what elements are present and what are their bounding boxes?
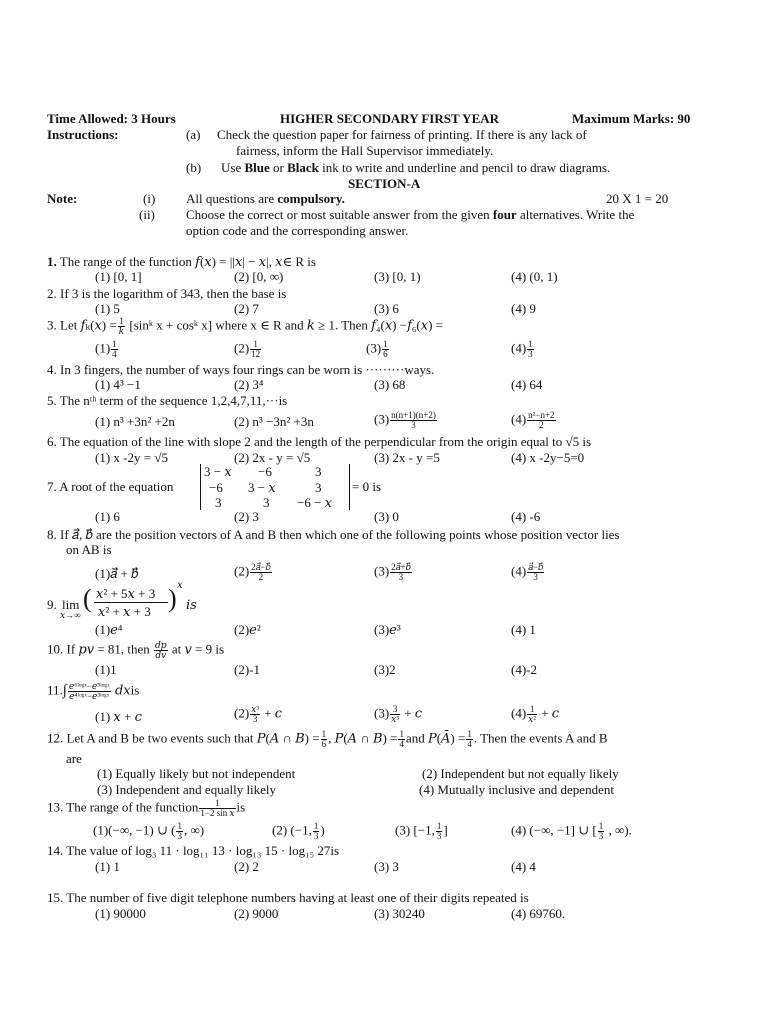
q4-option-2: (2) 3⁴ bbox=[234, 377, 264, 392]
matrix-cell: 3 bbox=[263, 495, 270, 510]
note-ii-label: (ii) bbox=[139, 207, 155, 222]
q5-option-3: (3) $\frac{n(n+1)(n+2)}{3}$ bbox=[374, 410, 436, 430]
question-8-line2: on AB is bbox=[66, 542, 112, 557]
limit-exponent: 𝑥 bbox=[177, 580, 183, 591]
question-4: 4. In 3 fingers, the number of ways four rings can be worn is ·········ways. bbox=[47, 362, 435, 377]
determinant-matrix bbox=[200, 464, 350, 510]
question-10: 10. If 𝑝𝑣 = 81, then $\frac{\text{𝑑𝑝}}{\text{𝑑𝑣}}$ at 𝑣 = 9 is bbox=[47, 640, 225, 660]
note-label: Note: bbox=[47, 191, 78, 206]
note-ii-line1: Choose the correct or most suitable answer from the given four alternatives. Write the bbox=[186, 207, 635, 222]
q12-option-1: (1) Equally likely but not independent bbox=[97, 766, 296, 781]
q2-option-3: (3) 6 bbox=[374, 301, 399, 316]
instruction-a-line1: Check the question paper for fairness of printing. If there is any lack of bbox=[217, 127, 587, 142]
q4-option-3: (3) 68 bbox=[374, 377, 406, 392]
q11-option-3: (3) $\frac{3}{\text{𝑥³}}$ + 𝑐 bbox=[374, 704, 423, 724]
question-2: 2. If 3 is the logarithm of 343, then the base is bbox=[47, 286, 287, 301]
q7-option-2: (2) 3 bbox=[234, 509, 259, 524]
q2-option-2: (2) 7 bbox=[234, 301, 259, 316]
q8-option-2: (2) $\frac{\text{2𝑎⃗−𝑏⃗}}{2}$ bbox=[234, 562, 271, 582]
q15-option-4: (4) 69760. bbox=[511, 906, 566, 921]
matrix-cell: 3 − 𝑥 bbox=[204, 464, 232, 479]
q7-equals: = 0 is bbox=[352, 479, 382, 494]
instruction-a-label: (a) bbox=[186, 127, 201, 142]
q6-option-3: (3) 2x - y =5 bbox=[374, 450, 440, 465]
question-6: 6. The equation of the line with slope 2 and the length of the perpendicular from the origin equal to √5 is bbox=[47, 434, 592, 449]
q8-option-4: (4) $\frac{\text{𝑎⃗−𝑏⃗}}{3}$ bbox=[511, 562, 544, 582]
q13-option-4: (4) (−∞, −1] ∪ [ $\frac{1}{3}$ , ∞). bbox=[511, 821, 632, 841]
q11-option-2: (2) $\frac{\text{𝑥³}}{3}$ + 𝑐 bbox=[234, 704, 283, 724]
q9-option-4: (4) 1 bbox=[511, 622, 536, 637]
q11-option-1: (1) 𝑥 + 𝑐 bbox=[95, 709, 142, 724]
matrix-cell: −6 − 𝑥 bbox=[297, 495, 332, 510]
section-marks: 20 X 1 = 20 bbox=[606, 191, 669, 206]
instruction-b-label: (b) bbox=[186, 160, 202, 175]
q12-option-4: (4) Mutually inclusive and dependent bbox=[419, 782, 614, 797]
question-1: 1. The range of the function 𝑓(𝑥) = ||𝑥| − 𝑥|, 𝑥∈ R is bbox=[47, 254, 316, 269]
q10-option-3: (3)2 bbox=[374, 662, 396, 677]
q7-option-3: (3) 0 bbox=[374, 509, 399, 524]
q4-option-1: (1) 4³ −1 bbox=[95, 377, 141, 392]
q9-option-2: (2)𝑒² bbox=[234, 622, 261, 637]
q6-option-4: (4) x -2y−5=0 bbox=[511, 450, 585, 465]
time-allowed: Time Allowed: 3 Hours bbox=[47, 111, 176, 126]
matrix-cell: 3 − 𝑥 bbox=[248, 480, 276, 495]
q15-option-2: (2) 9000 bbox=[234, 906, 279, 921]
section-heading: SECTION-A bbox=[348, 176, 421, 191]
question-12-line2: are bbox=[66, 751, 82, 766]
question-7: 7. A root of the equation bbox=[47, 479, 174, 494]
q13-option-3: (3) [−1, $\frac{1}{3}$ ] bbox=[395, 821, 448, 841]
q14-option-3: (3) 3 bbox=[374, 859, 399, 874]
note-i: All questions are compulsory. bbox=[186, 191, 345, 206]
q6-option-1: (1) x -2y = √5 bbox=[95, 450, 168, 465]
left-paren-icon: ( bbox=[83, 584, 92, 613]
question-3: 3. Let 𝑓ₖ(𝑥) = $\frac{1}{\text{𝑘}}$ [sinᵏ x + cosᵏ x] where x ∈ R and 𝑘 ≥ 1. Then 𝑓₄(𝑥) −𝑓₆(𝑥) = bbox=[47, 316, 444, 336]
q8-option-1: (1)𝑎⃗ + 𝑏⃗ bbox=[95, 566, 139, 581]
q10-option-2: (2)-1 bbox=[234, 662, 260, 677]
q14-option-4: (4) 4 bbox=[511, 859, 536, 874]
q10-option-4: (4)-2 bbox=[511, 662, 537, 677]
matrix-cell: 3 bbox=[315, 480, 322, 495]
limit-denominator: 𝑥² + 𝑥 + 3 bbox=[98, 604, 151, 619]
q15-option-1: (1) 90000 bbox=[95, 906, 146, 921]
right-paren-icon: ) bbox=[168, 584, 177, 613]
matrix-cell: −6 bbox=[209, 480, 223, 495]
limit-subscript: 𝑥→∞ bbox=[60, 610, 81, 620]
question-11: 11.∫ $\frac{\text{𝑒⁶ˡᵒᵍˣ−𝑒⁵ˡᵒᵍˣ}}{\text{𝑒⁴ˡᵒᵍˣ−𝑒³ˡᵒᵍˣ}}$ 𝑑𝑥is bbox=[47, 681, 140, 701]
question-14: 14. The value of log₃ 11 · log₁₁ 13 · log₁₃ 15 · log₁₅ 27is bbox=[47, 843, 340, 858]
q12-option-2: (2) Independent but not equally likely bbox=[422, 766, 619, 781]
q13-option-2: (2) (−1, $\frac{1}{3}$ ) bbox=[272, 821, 325, 841]
q1-option-3: (3) [0, 1) bbox=[374, 269, 421, 284]
q5-option-1: (1) n³ +3n² +2n bbox=[95, 414, 175, 429]
q14-option-1: (1) 1 bbox=[95, 859, 120, 874]
question-15: 15. The number of five digit telephone numbers having at least one of their digits repeated is bbox=[47, 890, 529, 905]
q9-option-1: (1)𝑒⁴ bbox=[95, 622, 123, 637]
question-8-line1: 8. If 𝑎⃗, 𝑏⃗ are the position vectors of A and B then which one of the following points whose position vector lies bbox=[47, 527, 620, 542]
note-ii-line2: option code and the corresponding answer. bbox=[186, 223, 409, 238]
q3-option-2: (2) $\frac{1}{12}$ bbox=[234, 339, 261, 359]
matrix-cell: 3 bbox=[215, 495, 222, 510]
question-5: 5. The nᵗʰ term of the sequence 1,2,4,7,11,···is bbox=[47, 393, 288, 408]
paper-title: HIGHER SECONDARY FIRST YEAR bbox=[280, 111, 500, 126]
q13-option-1: (1)(−∞, −1) ∪ ( $\frac{1}{3}$ , ∞) bbox=[93, 821, 205, 841]
q11-option-4: (4) $\frac{1}{\text{𝑥²}}$ + 𝑐 bbox=[511, 704, 560, 724]
q15-option-3: (3) 30240 bbox=[374, 906, 425, 921]
q3-option-4: (4) $\frac{1}{3}$ bbox=[511, 339, 533, 359]
q2-option-4: (4) 9 bbox=[511, 301, 536, 316]
maximum-marks: Maximum Marks: 90 bbox=[572, 111, 691, 126]
question-12: 12. Let A and B be two events such that 𝑃(𝐴 ∩ 𝐵) = $\frac{1}{6}$ , 𝑃(𝐴 ∩ 𝐵) = $\frac{1}{4}$ and 𝑃(𝐴̄) = $\frac{1}{4}$ . Then the events A and B bbox=[47, 729, 608, 749]
instruction-b: Use Blue or Black ink to write and underline and pencil to draw diagrams. bbox=[221, 160, 611, 175]
q14-option-2: (2) 2 bbox=[234, 859, 259, 874]
q3-option-1: (1) $\frac{1}{4}$ bbox=[95, 339, 117, 359]
q9-option-3: (3)𝑒³ bbox=[374, 622, 401, 637]
matrix-cell: 3 bbox=[315, 464, 322, 479]
limit-numerator: 𝑥² + 5𝑥 + 3 bbox=[96, 586, 156, 601]
q1-option-1: (1) [0, 1] bbox=[95, 269, 142, 284]
instructions-label: Instructions: bbox=[47, 127, 119, 142]
q2-option-1: (1) 5 bbox=[95, 301, 120, 316]
q8-option-3: (3) $\frac{\text{2𝑎⃗+𝑏⃗}}{3}$ bbox=[374, 562, 411, 582]
q9-is: 𝑖𝑠 bbox=[186, 597, 197, 612]
q6-option-2: (2) 2x - y = √5 bbox=[234, 450, 311, 465]
q5-option-4: (4) $\frac{\text{n²−n+2}}{2}$ bbox=[511, 410, 555, 430]
q4-option-4: (4) 64 bbox=[511, 377, 543, 392]
matrix-cell: −6 bbox=[258, 464, 272, 479]
question-9-number: 9. bbox=[47, 597, 57, 612]
fraction-bar bbox=[94, 602, 168, 603]
q12-option-3: (3) Independent and equally likely bbox=[97, 782, 277, 797]
q10-option-1: (1)1 bbox=[95, 662, 117, 677]
q7-option-1: (1) 6 bbox=[95, 509, 120, 524]
q1-option-4: (4) (0, 1) bbox=[511, 269, 558, 284]
question-13: 13. The range of the function $\frac{1}{\text{1−2 sin 𝑥}}$ is bbox=[47, 798, 246, 818]
q1-option-2: (2) [0, ∞) bbox=[234, 269, 284, 284]
instruction-a-line2: fairness, inform the Hall Supervisor immediately. bbox=[236, 143, 494, 158]
q7-option-4: (4) -6 bbox=[511, 509, 541, 524]
q5-option-2: (2) n³ −3n² +3n bbox=[234, 414, 314, 429]
q3-option-3: (3) $\frac{1}{6}$ bbox=[366, 339, 388, 359]
limit-symbol: lim bbox=[62, 597, 80, 612]
note-i-label: (i) bbox=[143, 191, 156, 206]
